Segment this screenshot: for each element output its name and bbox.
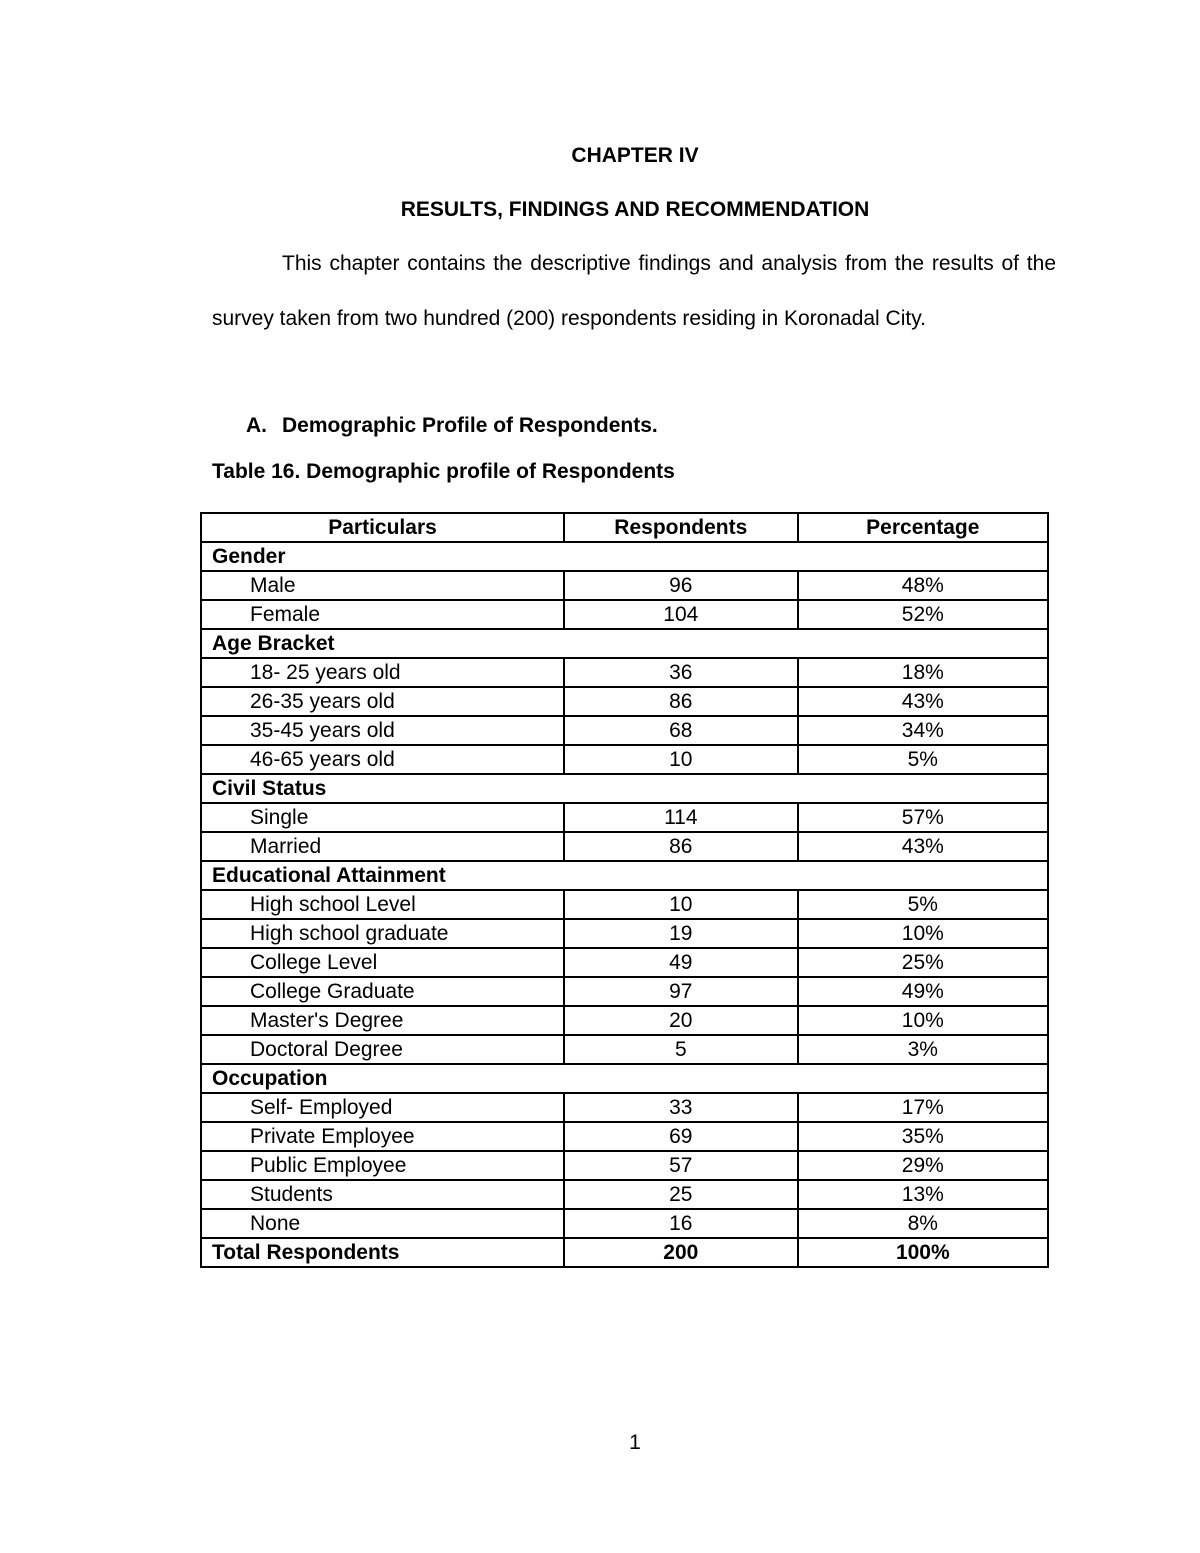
row-percentage: 17%: [798, 1093, 1048, 1122]
table-row: [201, 745, 1048, 774]
row-respondents: 19: [564, 919, 798, 948]
row-percentage: 5%: [798, 890, 1048, 919]
table-row: [201, 658, 1048, 687]
row-label: High school graduate: [201, 919, 564, 948]
table-row: [201, 977, 1048, 1006]
row-label: Students: [201, 1180, 564, 1209]
row-respondents: 86: [564, 687, 798, 716]
group-label: Gender: [201, 542, 1048, 571]
row-label: College Graduate: [201, 977, 564, 1006]
row-percentage: 43%: [798, 832, 1048, 861]
row-label: High school Level: [201, 890, 564, 919]
group-row: [201, 774, 1048, 803]
row-percentage: 57%: [798, 803, 1048, 832]
table-caption: Table 16. Demographic profile of Respondents: [212, 460, 675, 483]
subheading: [246, 413, 658, 439]
row-label: Self- Employed: [201, 1093, 564, 1122]
row-respondents: 69: [564, 1122, 798, 1151]
total-respondents: 200: [564, 1238, 798, 1267]
row-respondents: 16: [564, 1209, 798, 1238]
group-label: Educational Attainment: [201, 861, 1048, 890]
table-row: [201, 1209, 1048, 1238]
total-label: Total Respondents: [201, 1238, 564, 1267]
table-row: [201, 571, 1048, 600]
row-respondents: 20: [564, 1006, 798, 1035]
row-percentage: 18%: [798, 658, 1048, 687]
table-row: [201, 1093, 1048, 1122]
row-label: College Level: [201, 948, 564, 977]
row-respondents: 104: [564, 600, 798, 629]
group-label: Civil Status: [201, 774, 1048, 803]
row-label: Master's Degree: [201, 1006, 564, 1035]
table-header-row: [201, 513, 1048, 542]
row-label: Male: [201, 571, 564, 600]
row-label: Doctoral Degree: [201, 1035, 564, 1064]
section-heading: RESULTS, FINDINGS AND RECOMMENDATION: [400, 198, 870, 221]
row-percentage: 52%: [798, 600, 1048, 629]
table-body: [201, 542, 1048, 1238]
row-percentage: 48%: [798, 571, 1048, 600]
row-percentage: 43%: [798, 687, 1048, 716]
row-respondents: 86: [564, 832, 798, 861]
header-percentage: Percentage: [798, 513, 1048, 542]
table-row: [201, 687, 1048, 716]
table-row: [201, 600, 1048, 629]
group-row: [201, 861, 1048, 890]
row-percentage: 8%: [798, 1209, 1048, 1238]
table-row: [201, 832, 1048, 861]
row-label: Private Employee: [201, 1122, 564, 1151]
total-row: [201, 1238, 1048, 1267]
row-respondents: 114: [564, 803, 798, 832]
row-label: Married: [201, 832, 564, 861]
intro-paragraph: This chapter contains the descriptive findings and analysis from the results of the survey taken from two hundred (200) respondents residing in Koronadal City.: [212, 252, 1056, 330]
row-percentage: 49%: [798, 977, 1048, 1006]
table-row: [201, 1006, 1048, 1035]
subheading-text: Demographic Profile of Respondents.: [282, 414, 658, 437]
row-label: 18- 25 years old: [201, 658, 564, 687]
group-label: Occupation: [201, 1064, 1048, 1093]
row-respondents: 96: [564, 571, 798, 600]
row-respondents: 25: [564, 1180, 798, 1209]
row-respondents: 10: [564, 745, 798, 774]
table-row: [201, 716, 1048, 745]
row-label: Single: [201, 803, 564, 832]
row-label: 46-65 years old: [201, 745, 564, 774]
row-respondents: 57: [564, 1151, 798, 1180]
row-respondents: 49: [564, 948, 798, 977]
row-percentage: 10%: [798, 919, 1048, 948]
row-respondents: 97: [564, 977, 798, 1006]
demographic-table: [200, 512, 1049, 1268]
row-label: None: [201, 1209, 564, 1238]
row-respondents: 10: [564, 890, 798, 919]
row-label: Public Employee: [201, 1151, 564, 1180]
row-label: 35-45 years old: [201, 716, 564, 745]
table-row: [201, 919, 1048, 948]
table-row: [201, 803, 1048, 832]
subheading-letter: A.: [246, 414, 267, 437]
header-particulars: Particulars: [201, 513, 564, 542]
group-row: [201, 1064, 1048, 1093]
group-row: [201, 629, 1048, 658]
table-row: [201, 1122, 1048, 1151]
chapter-title: CHAPTER IV: [571, 144, 699, 167]
row-percentage: 3%: [798, 1035, 1048, 1064]
table-row: [201, 890, 1048, 919]
row-percentage: 25%: [798, 948, 1048, 977]
row-percentage: 29%: [798, 1151, 1048, 1180]
table-row: [201, 1035, 1048, 1064]
group-row: [201, 542, 1048, 571]
row-percentage: 35%: [798, 1122, 1048, 1151]
row-percentage: 34%: [798, 716, 1048, 745]
row-percentage: 13%: [798, 1180, 1048, 1209]
group-label: Age Bracket: [201, 629, 1048, 658]
total-percentage: 100%: [798, 1238, 1048, 1267]
row-respondents: 68: [564, 716, 798, 745]
row-respondents: 5: [564, 1035, 798, 1064]
header-respondents: Respondents: [564, 513, 798, 542]
row-respondents: 36: [564, 658, 798, 687]
table-row: [201, 948, 1048, 977]
table-row: [201, 1151, 1048, 1180]
row-label: Female: [201, 600, 564, 629]
row-percentage: 5%: [798, 745, 1048, 774]
row-respondents: 33: [564, 1093, 798, 1122]
table-row: [201, 1180, 1048, 1209]
page-number: 1: [629, 1431, 641, 1454]
row-label: 26-35 years old: [201, 687, 564, 716]
row-percentage: 10%: [798, 1006, 1048, 1035]
